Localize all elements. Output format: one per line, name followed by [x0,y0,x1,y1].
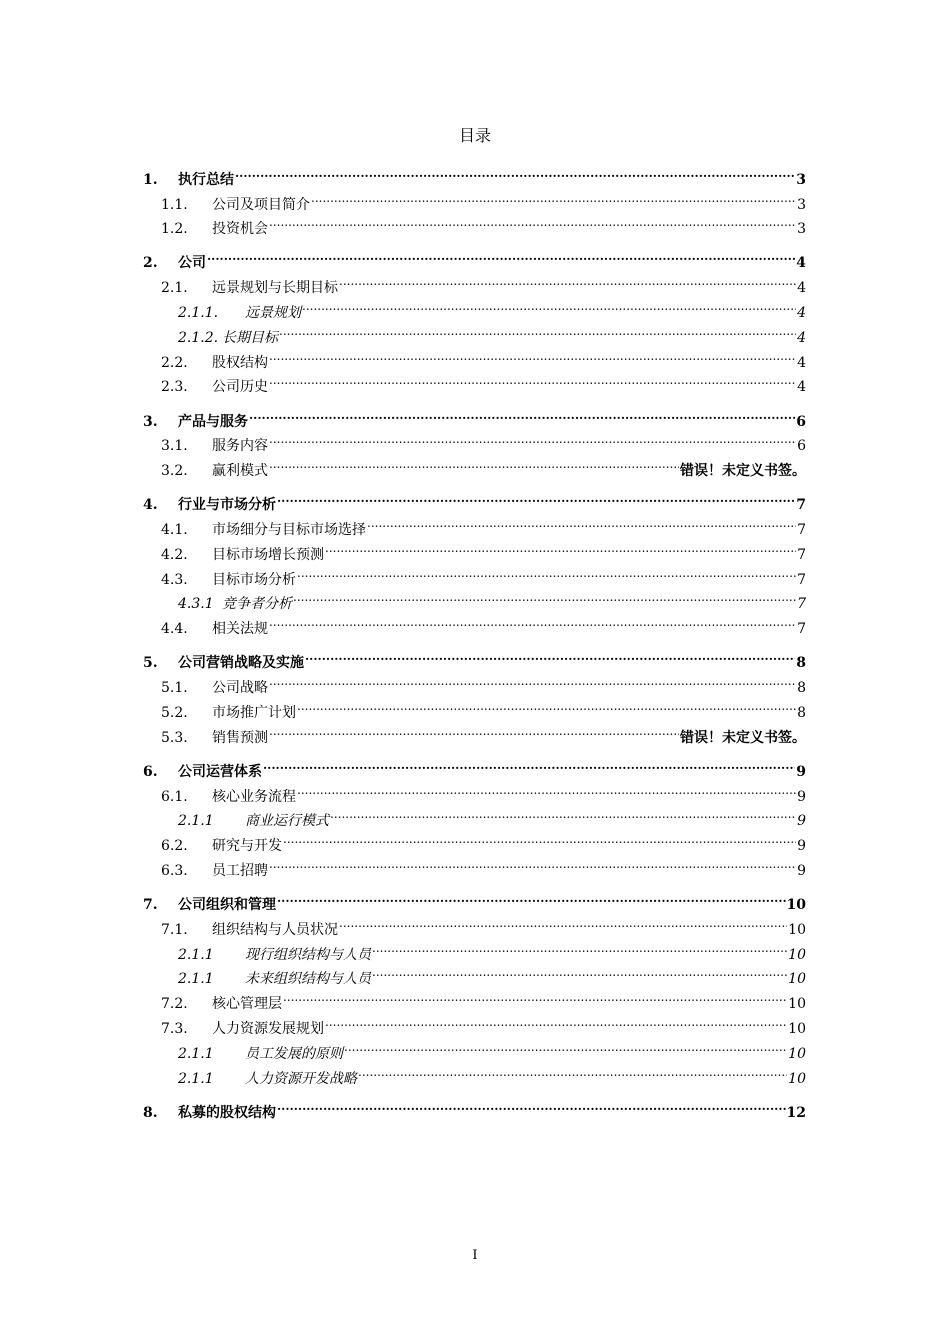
toc-entry-title: 未来组织结构与人员 [245,971,371,988]
toc-dot-leader [269,450,679,475]
toc-entry-number: 2.1. [161,280,188,297]
toc-entry-title: 销售预测 [212,729,268,746]
toc-entry-title: 公司运营体系 [178,763,262,780]
toc-entry-number: 4.3.1 [178,596,214,613]
toc-page-number: 8 [796,655,806,672]
toc-page-number: 4 [797,280,806,297]
toc-dot-leader [302,292,796,317]
toc-entry-title: 长期目标 [222,329,278,346]
toc-page-number: 8 [797,680,806,697]
toc-page-number: 10 [788,1070,806,1087]
toc-page-number: 4 [797,379,806,396]
toc-dot-leader [325,1008,787,1033]
toc-dot-leader [297,692,796,717]
toc-page-number: 4 [797,305,806,322]
toc-page-number: 9 [797,838,806,855]
toc-dot-leader [293,584,796,609]
toc-dot-leader [344,1033,787,1058]
toc-entry-title: 私募的股权结构 [178,1104,276,1121]
toc-page-number: 7 [797,571,806,588]
toc-entry-number: 4.3. [161,571,188,588]
toc-entry-title: 公司及项目简介 [212,196,310,213]
toc-entry-number: 1. [143,171,158,188]
toc-entry-title: 服务内容 [212,438,268,455]
toc-page-number: 9 [797,788,806,805]
toc-entry-number: 6. [143,763,158,780]
toc-error-bookmark: 错误！未定义书签。 [680,729,806,746]
toc-entry-number: 7.2. [161,996,188,1013]
toc-entry-title: 相关法规 [212,621,268,638]
toc-dot-leader [269,667,796,692]
toc-entry-number: 4.1. [161,522,188,539]
toc-dot-leader [325,534,796,559]
toc-page-number: 10 [788,946,806,963]
toc-page-number: 7 [797,621,806,638]
toc-page-number: 9 [797,863,806,879]
toc-entry-title: 员工招聘 [212,863,268,879]
toc-entry-level-1[interactable] [143,484,806,514]
toc-entry-number: 3. [143,413,158,430]
toc-entry-title: 公司历史 [212,379,268,396]
toc-dot-leader [305,643,795,668]
toc-entry-level-1[interactable] [143,401,806,430]
toc-dot-leader [277,884,786,909]
toc-dot-leader [249,401,795,426]
toc-entry-number: 2. [143,255,158,272]
toc-dot-leader [279,317,796,342]
toc-entry-number: 8. [143,1104,158,1121]
toc-dot-leader [358,1058,787,1083]
toc-dot-leader [269,717,679,742]
toc-entry-title: 市场推广计划 [212,704,296,721]
toc-entry-number: 7.1. [161,921,188,938]
toc-entry-level-1[interactable] [143,1092,806,1121]
toc-dot-leader [269,342,796,367]
toc-page-number: 9 [797,813,806,830]
toc-dot-leader [269,426,796,451]
toc-page-number: 8 [797,704,806,721]
toc-page-number: 4 [797,354,806,371]
toc-entry-number: 2.1.1 [178,1070,214,1087]
toc-page-number: 7 [797,546,806,563]
toc-entry-title: 核心业务流程 [212,788,296,805]
toc-entry-title: 执行总结 [178,171,234,188]
toc-dot-leader [269,850,796,875]
toc-entry-number: 1.2. [161,221,188,238]
toc-entry-level-2[interactable] [143,267,806,297]
toc-dot-leader [277,1092,786,1117]
toc-entry-number: 1.1. [161,196,188,213]
toc-entry-number: 4. [143,497,158,514]
toc-page-number: 3 [796,171,806,188]
toc-entry-number: 2.1.1 [178,1045,214,1062]
toc-dot-leader [269,367,796,392]
toc-dot-leader [263,751,795,776]
toc-entry-number: 5.1. [161,680,188,697]
toc-dot-leader [269,209,796,234]
toc-entry-title: 人力资源开发战略 [245,1070,357,1087]
toc-dot-leader [372,959,787,984]
toc-entry-number: 4.4. [161,621,188,638]
toc-entry-title: 研究与开发 [212,838,282,855]
toc-page-number: 7 [797,522,806,539]
toc-entry-level-1[interactable] [143,884,806,914]
toc-dot-leader [277,484,795,509]
toc-page-number: 3 [797,196,806,213]
toc-page-number: 12 [786,1104,806,1121]
toc-entry-title: 目标市场分析 [212,571,296,588]
toc-page-number: 10 [788,1021,806,1038]
toc-entry-number: 2.1.1 [178,813,214,830]
toc-entry-number: 2.1.1 [178,946,214,963]
toc-entry-title: 远景规划 [245,305,301,322]
toc-entry-number: 5.3. [161,729,188,746]
toc-page-number: 7 [796,497,806,514]
toc-entry-number: 7. [143,897,158,914]
toc-entry-number: 2.1.2. [178,329,219,346]
toc-page-number: 4 [796,255,806,272]
toc-entry-title: 行业与市场分析 [178,497,276,514]
toc-page-number: 3 [797,221,806,238]
toc-dot-leader [207,243,795,268]
toc-entry-title: 投资机会 [212,221,268,238]
toc-entry-number: 4.2. [161,546,188,563]
toc-dot-leader [269,608,796,633]
toc-entry-title: 员工发展的原则 [245,1045,343,1062]
toc-entry-title: 目标市场增长预测 [212,546,324,563]
toc-entry-title: 赢利模式 [212,463,268,480]
toc-page-number: 10 [788,921,806,938]
toc-entry-number: 6.2. [161,838,188,855]
toc-entry-title: 核心管理层 [212,996,282,1013]
toc-title: 目录 [458,126,491,145]
toc-dot-leader [372,934,787,959]
toc-entry-title: 公司 [178,255,206,272]
toc-page-number: 6 [797,438,806,455]
toc-entry-title: 现行组织结构与人员 [245,946,371,963]
toc-entry-number: 2.1.1. [178,305,219,322]
toc-dot-leader [339,267,796,292]
toc-entry-level-1[interactable] [143,643,806,672]
toc-entry-number: 5.2. [161,704,188,721]
toc-page-number: 10 [788,996,806,1013]
toc-dot-leader [235,159,795,184]
toc-dot-leader [330,801,796,826]
toc-dot-leader [367,509,796,534]
toc-page-number: 9 [796,763,806,780]
toc-entry-number: 3.1. [161,438,188,455]
toc-entry-number: 3.2. [161,463,188,480]
toc-entry-title: 公司组织和管理 [178,897,276,914]
toc-page-number: 7 [797,596,806,613]
toc-entry-title: 竞争者分析 [222,596,292,613]
toc-dot-leader [283,983,787,1008]
toc-entry-title: 组织结构与人员状况 [212,921,338,938]
toc-entry-title: 公司营销战略及实施 [178,655,304,672]
toc-entry-number: 7.3. [161,1021,188,1038]
table-of-contents [143,156,806,1121]
toc-entry-level-1[interactable] [143,243,806,272]
toc-page-number: 6 [796,413,806,430]
toc-entry-title: 产品与服务 [178,413,248,430]
toc-page-number: 10 [786,897,806,914]
toc-dot-leader [297,559,796,584]
toc-entry-number: 2.2. [161,354,188,371]
toc-dot-leader [283,825,796,850]
toc-entry-title: 远景规划与长期目标 [212,280,338,297]
toc-page-number: 10 [788,971,806,988]
page-number-footer: I [472,1248,478,1263]
toc-dot-leader [311,184,796,209]
toc-entry-level-2[interactable] [143,184,806,213]
toc-entry-title: 市场细分与目标市场选择 [212,522,366,539]
toc-dot-leader [339,909,787,934]
toc-entry-number: 2.3. [161,379,188,396]
toc-entry-level-1[interactable] [143,751,806,780]
toc-page-number: 4 [797,329,806,346]
toc-entry-number: 6.1. [161,788,188,805]
toc-page-number: 10 [788,1045,806,1062]
toc-entry-level-1[interactable] [143,159,806,188]
toc-entry-number: 2.1.1 [178,971,214,988]
toc-entry-title: 商业运行模式 [245,813,329,830]
toc-entry-title: 人力资源发展规划 [212,1021,324,1038]
toc-entry-title: 股权结构 [212,354,268,371]
toc-entry-number: 6.3. [161,863,188,879]
toc-error-bookmark: 错误！未定义书签。 [680,463,806,480]
toc-entry-number: 5. [143,655,158,672]
toc-dot-leader [297,776,796,801]
toc-entry-title: 公司战略 [212,680,268,697]
